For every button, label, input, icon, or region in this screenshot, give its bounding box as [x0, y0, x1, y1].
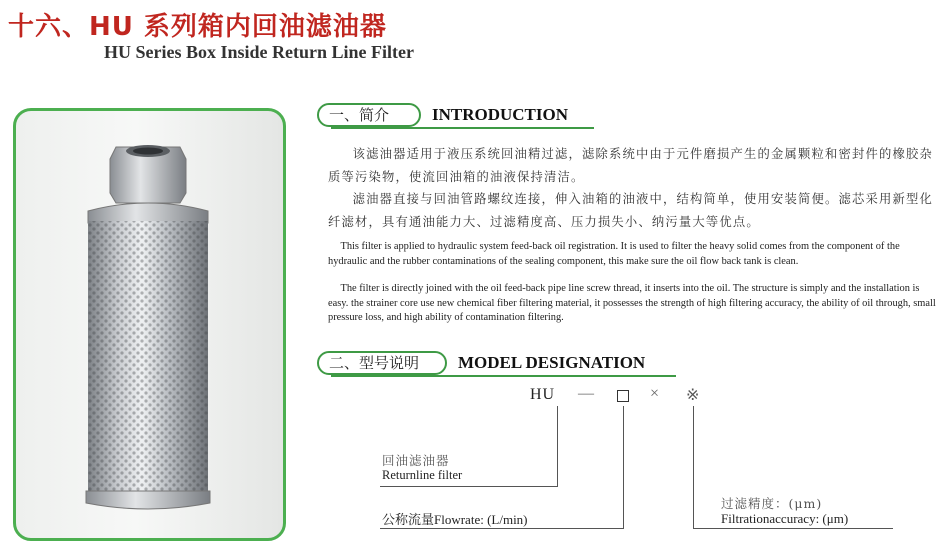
page-title-cn: 十六、HU 系列箱内回油滤油器	[8, 12, 387, 42]
model-heading-cn: 二、型号说明	[317, 351, 447, 375]
product-photo	[13, 108, 286, 541]
prefix-leader-vertical	[557, 406, 558, 486]
flow-leader-horizontal	[380, 528, 624, 529]
flow-leader-vertical	[623, 406, 624, 529]
accuracy-leader-horizontal	[693, 528, 893, 529]
intro-paragraph-en-1: This filter is applied to hydraulic system feed-back oil registration. It is used to filter the heavy solid comes from the component of the hydraulic and the rubber contaminations of the sealing component, this make sure the oil flow back tank is clean.	[328, 241, 900, 267]
model-code-dash: —	[578, 385, 594, 402]
intro-section-header	[317, 103, 597, 129]
label-prefix-en: Returnline filter	[382, 468, 463, 482]
label-accuracy-cn: 过滤精度：(μm)	[721, 496, 823, 511]
label-prefix-cn: 回油滤油器	[382, 453, 450, 468]
intro-heading-en: INTRODUCTION	[432, 105, 569, 124]
model-section-header	[317, 351, 677, 377]
label-flowrate: 公称流量Flowrate: (L/min)	[382, 512, 528, 527]
model-heading-en: MODEL DESIGNATION	[458, 353, 646, 372]
model-code-prefix: HU	[530, 386, 556, 403]
intro-heading-cn: 一、简介	[317, 103, 421, 127]
model-underline	[331, 375, 676, 377]
accuracy-leader-vertical	[693, 406, 694, 529]
prefix-leader-horizontal	[380, 486, 558, 487]
intro-paragraph-cn-2: 滤油器直接与回油管路螺纹连接，伸入油箱的油液中，结构简单，使用安装简便。滤芯采用新型化纤滤材，具有通油能力大、过滤精度高、压力损失小、纳污量大等优点。	[328, 192, 933, 229]
model-code-times: ×	[650, 385, 660, 402]
intro-paragraph-en-2: The filter is directly joined with the oil feed-back pipe line screw thread, it inserts into the oil. The structure is simply and the installation is easy. the strainer core use new chemical fiber filtering material, it possesses the strength of high filtering accuracy, the ability of oil through, small pressure loss, and high ability of contamination filtering.	[328, 283, 936, 324]
filter-photo	[16, 111, 283, 538]
intro-paragraph-cn-1: 该滤油器适用于液压系统回油精过滤，滤除系统中由于元件磨损产生的金属颗粒和密封件的橡胶杂质等污染物，使流回油箱的油液保持清洁。	[328, 147, 933, 184]
intro-underline	[331, 127, 594, 129]
model-code-mark: ※	[686, 387, 700, 404]
label-accuracy-en: Filtrationaccuracy: (μm)	[721, 511, 849, 526]
page-title-en: HU Series Box Inside Return Line Filter	[104, 42, 414, 62]
flowrate-placeholder-box	[617, 390, 629, 402]
